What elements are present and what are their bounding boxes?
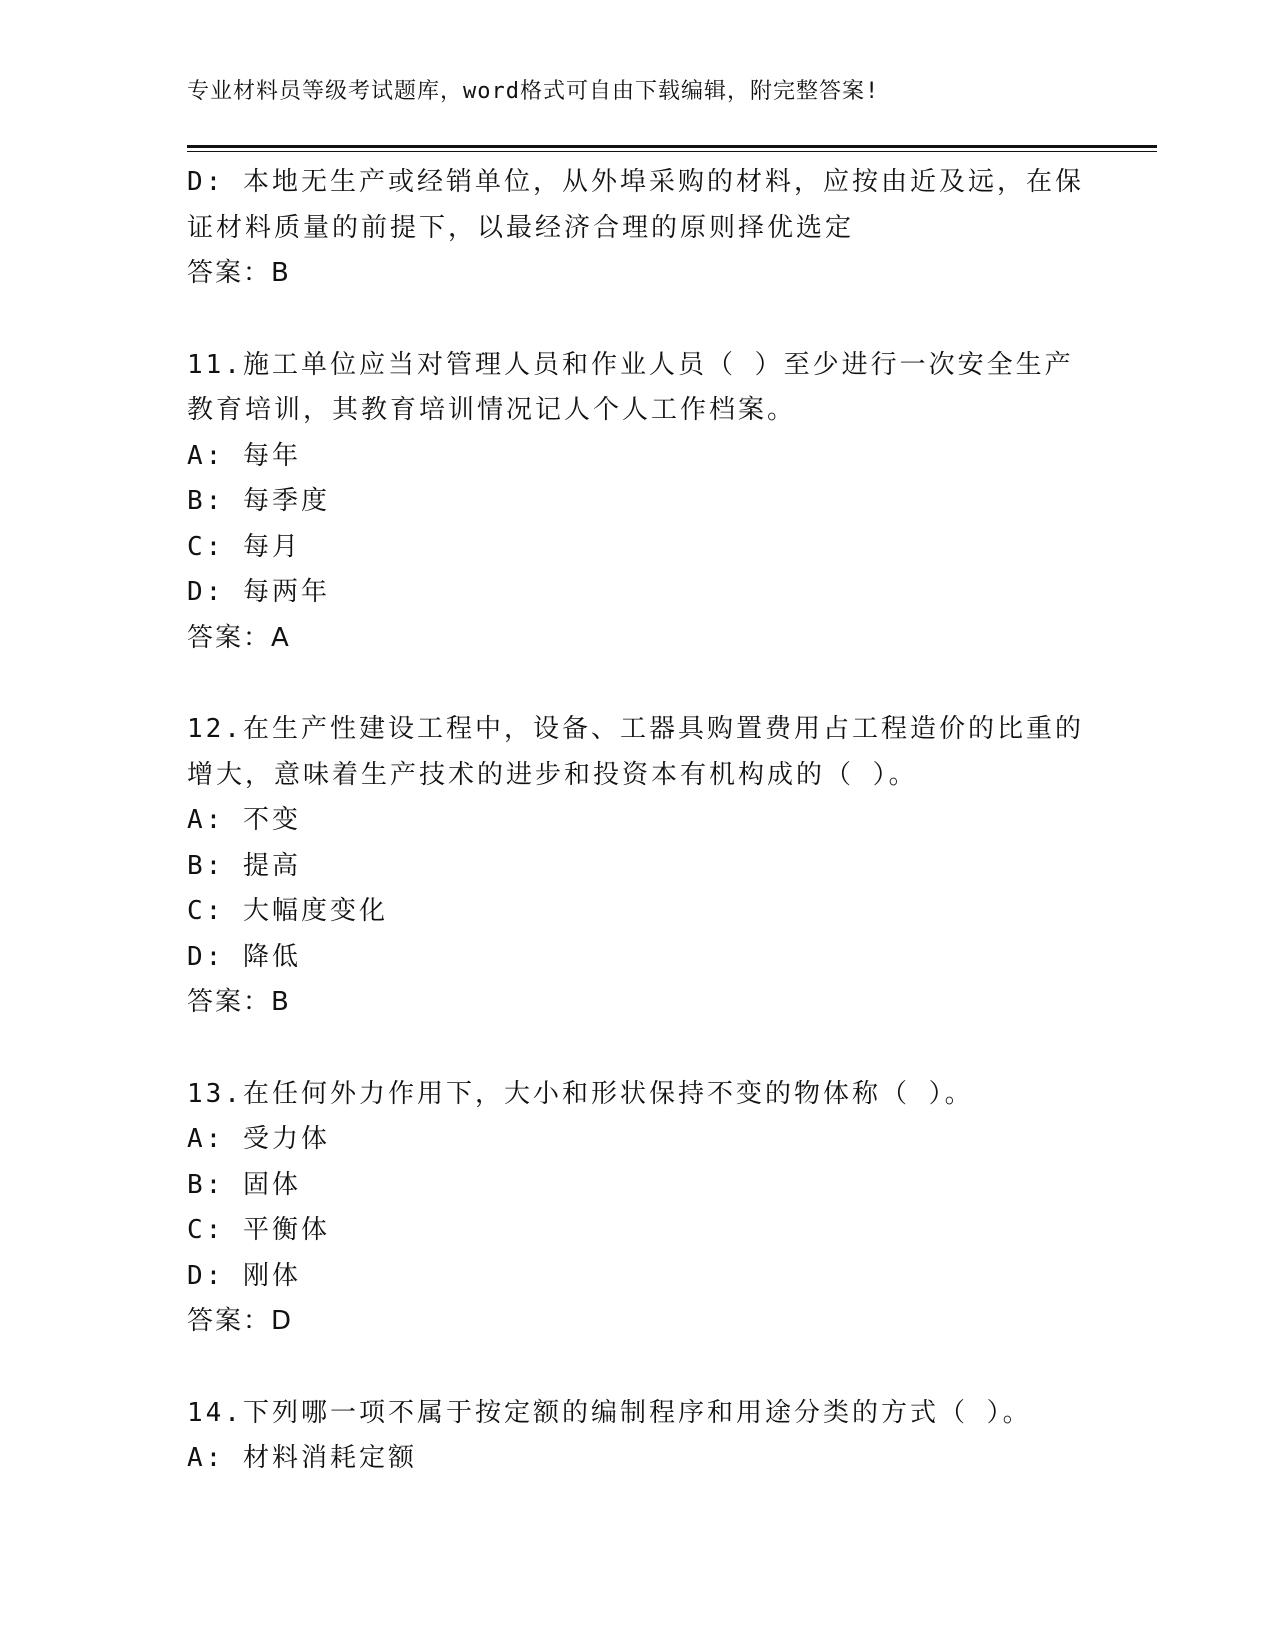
- q13-answer: 答案：D: [187, 1306, 294, 1336]
- prev-option-d-line1: D: 本地无生产或经销单位，从外埠采购的材料，应按由近及远，在保: [187, 167, 1084, 197]
- q13-option-b: B: 固体: [187, 1169, 301, 1200]
- q12-option-c: C: 大幅度变化: [187, 896, 388, 926]
- q14-option-a: A: 材料消耗定额: [187, 1443, 417, 1473]
- q14-stem-line1: 14.下列哪一项不属于按定额的编制程序和用途分类的方式（ ）。: [187, 1397, 1032, 1428]
- q13-option-a: A: 受力体: [187, 1124, 330, 1154]
- q11-answer: 答案：A: [187, 622, 291, 653]
- prev-answer: 答案：B: [187, 258, 291, 288]
- q12-answer: 答案：B: [187, 987, 291, 1017]
- q11-option-c: C: 每月: [187, 531, 301, 562]
- prev-option-d-line2: 证材料质量的前提下，以最经济合理的原则择优选定: [187, 212, 855, 243]
- q11-option-d: D: 每两年: [187, 577, 330, 607]
- document-header: 专业材料员等级考试题库，word格式可自由下载编辑，附完整答案!: [187, 79, 880, 104]
- q11-option-a: A: 每年: [187, 440, 301, 471]
- header-rule-thin: [187, 151, 1157, 152]
- q11-stem-line1: 11.施工单位应当对管理人员和作业人员（ ）至少进行一次安全生产: [187, 349, 1074, 380]
- header-rule-thick: [187, 145, 1157, 148]
- question-content: [187, 160, 1087, 1482]
- q13-stem-line1: 13.在任何外力作用下，大小和形状保持不变的物体称（ ）。: [187, 1078, 974, 1109]
- q12-option-b: B: 提高: [187, 850, 301, 881]
- q12-option-d: D: 降低: [187, 941, 301, 972]
- q12-stem-line1: 12.在生产性建设工程中，设备、工器具购置费用占工程造价的比重的: [187, 714, 1084, 744]
- q11-stem-line2: 教育培训，其教育培训情况记人个人工作档案。: [187, 395, 797, 425]
- q12-option-a: A: 不变: [187, 805, 301, 835]
- q11-option-b: B: 每季度: [187, 486, 330, 516]
- q13-option-d: D: 刚体: [187, 1260, 301, 1291]
- q12-stem-line2: 增大，意味着生产技术的进步和投资本有机构成的（ ）。: [187, 759, 918, 790]
- q13-option-c: C: 平衡体: [187, 1215, 330, 1245]
